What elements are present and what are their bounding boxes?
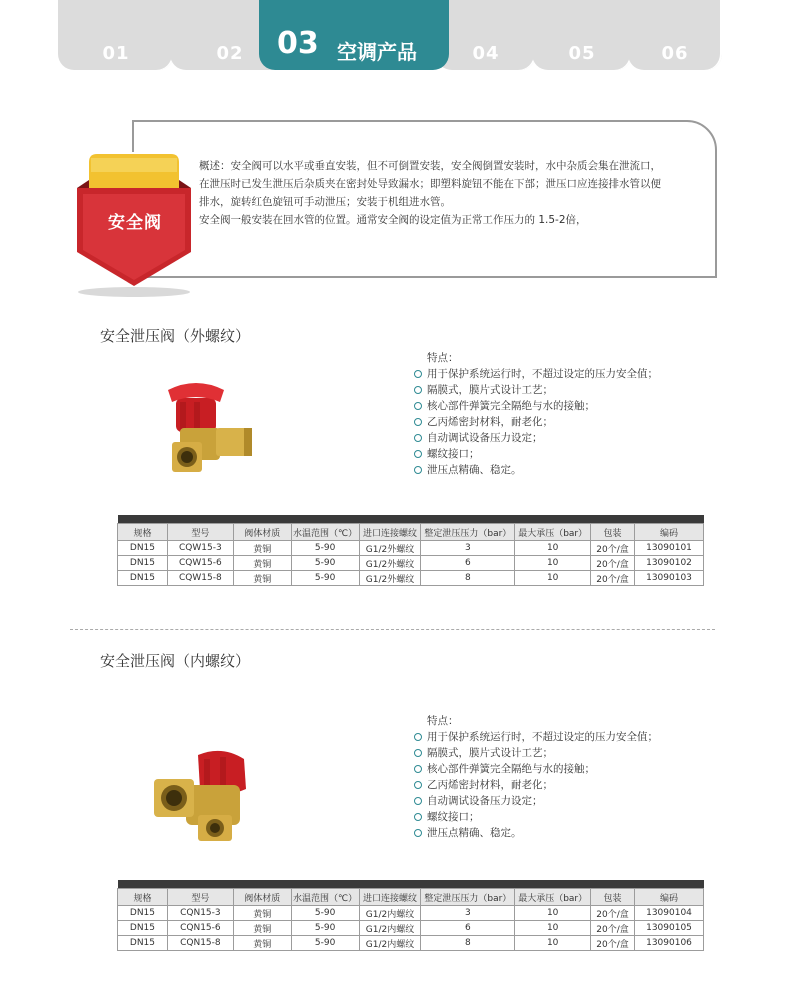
- table-cell: 13090105: [635, 921, 704, 936]
- table-header: 规格: [118, 889, 168, 906]
- tab-03-active[interactable]: [259, 0, 449, 70]
- feature-item: 自动调试设备压力设定；: [413, 793, 658, 809]
- table-cell: 5-90: [291, 921, 359, 936]
- tab-06[interactable]: [628, 0, 722, 70]
- bullet-icon: [414, 749, 422, 757]
- tab-number: 02: [216, 43, 244, 64]
- table-cell: G1/2内螺纹: [359, 906, 421, 921]
- features-heading: 特点：: [427, 352, 459, 364]
- tab-04[interactable]: [436, 0, 536, 70]
- table-cell: 黄铜: [233, 921, 291, 936]
- tab-number: 03: [277, 26, 319, 61]
- table-cell: 13090101: [635, 541, 704, 556]
- table-cell: 5-90: [291, 906, 359, 921]
- table-cell: 10: [515, 906, 591, 921]
- bullet-icon: [414, 466, 422, 474]
- table-cell: 黄铜: [233, 936, 291, 951]
- table-cell: DN15: [118, 541, 168, 556]
- table-header: 最大承压（bar）: [515, 889, 591, 906]
- bullet-icon: [414, 370, 422, 378]
- valve-external-icon: [158, 378, 268, 478]
- table-cell: 13090104: [635, 906, 704, 921]
- intro-line: 概述：安全阀可以水平或垂直安装，但不可倒置安装，安全阀倒置安装时，水中杂质会集在泄流口，: [199, 160, 661, 172]
- bullet-icon: [414, 402, 422, 410]
- bullet-icon: [414, 450, 422, 458]
- table-header: 阀体材质: [233, 524, 291, 541]
- badge-label: 安全阀: [108, 213, 162, 233]
- table-header: 整定泄压压力（bar）: [421, 524, 515, 541]
- feature-item: 螺纹接口；: [413, 446, 658, 462]
- table-cell: 6: [421, 921, 515, 936]
- table-cell: 8: [421, 571, 515, 586]
- table-cell: 13090103: [635, 571, 704, 586]
- table-cell: CQN15-6: [167, 921, 233, 936]
- table-header: 规格: [118, 524, 168, 541]
- table-header: 整定泄压压力（bar）: [421, 889, 515, 906]
- feature-item: 核心部件弹簧完全隔绝与水的接触；: [413, 398, 658, 414]
- table-cell: DN15: [118, 571, 168, 586]
- table-cell: CQW15-6: [167, 556, 233, 571]
- feature-item: 隔膜式，膜片式设计工艺；: [413, 382, 658, 398]
- feature-item: 乙丙烯密封材料，耐老化；: [413, 414, 658, 430]
- bullet-icon: [414, 733, 422, 741]
- table-header: 水温范围（℃）: [291, 524, 359, 541]
- section-divider: [70, 629, 715, 630]
- bullet-icon: [414, 829, 422, 837]
- bullet-icon: [414, 765, 422, 773]
- bullet-icon: [414, 434, 422, 442]
- table-cell: 5-90: [291, 541, 359, 556]
- table-cell: 3: [421, 906, 515, 921]
- table-row: [118, 556, 704, 571]
- table-cell: CQW15-8: [167, 571, 233, 586]
- table-header: 阀体材质: [233, 889, 291, 906]
- feature-item: 泄压点精确、稳定。: [413, 825, 658, 841]
- table-header: 进口连接螺纹: [359, 889, 421, 906]
- table-cell: 10: [515, 556, 591, 571]
- table-cell: DN15: [118, 936, 168, 951]
- feature-item: 用于保护系统运行时，不超过设定的压力安全值；: [413, 729, 658, 745]
- bullet-icon: [414, 797, 422, 805]
- table-cell: 6: [421, 556, 515, 571]
- table-cell: 5-90: [291, 571, 359, 586]
- tab-number: 04: [472, 43, 500, 64]
- table-cell: CQN15-3: [167, 906, 233, 921]
- table-cell: 20个/盒: [591, 556, 635, 571]
- table-cell: 20个/盒: [591, 906, 635, 921]
- bullet-icon: [414, 386, 422, 394]
- features-list-external: [413, 350, 658, 478]
- table-cell: G1/2内螺纹: [359, 921, 421, 936]
- table-cell: 20个/盒: [591, 921, 635, 936]
- bullet-icon: [414, 781, 422, 789]
- table-header: 进口连接螺纹: [359, 524, 421, 541]
- table-header: 型号: [167, 889, 233, 906]
- table-cell: DN15: [118, 556, 168, 571]
- table-header: 型号: [167, 524, 233, 541]
- table-cell: 黄铜: [233, 556, 291, 571]
- feature-item: 自动调试设备压力设定；: [413, 430, 658, 446]
- feature-item: 螺纹接口；: [413, 809, 658, 825]
- table-cell: 8: [421, 936, 515, 951]
- table-cell: 13090106: [635, 936, 704, 951]
- feature-item: 泄压点精确、稳定。: [413, 462, 658, 478]
- table-cell: 黄铜: [233, 571, 291, 586]
- intro-line: 在泄压时已发生泄压后杂质夹在密封处导致漏水；即塑料旋钮不能在下部；泄压口应连接排水管以便: [199, 178, 661, 190]
- safety-valve-badge: [75, 152, 193, 300]
- table-cell: 20个/盒: [591, 541, 635, 556]
- spec-table-external: [117, 515, 704, 586]
- table-cell: CQW15-3: [167, 541, 233, 556]
- table-row: [118, 936, 704, 951]
- feature-item: 隔膜式，膜片式设计工艺；: [413, 745, 658, 761]
- section-title-external-thread: 安全泄压阀（外螺纹）: [100, 327, 251, 345]
- tab-number: 06: [661, 43, 689, 64]
- feature-item: 乙丙烯密封材料，耐老化；: [413, 777, 658, 793]
- feature-item: 用于保护系统运行时，不超过设定的压力安全值；: [413, 366, 658, 382]
- table-cell: G1/2外螺纹: [359, 541, 421, 556]
- table-cell: 20个/盒: [591, 571, 635, 586]
- table-cell: G1/2内螺纹: [359, 936, 421, 951]
- table-cell: 10: [515, 541, 591, 556]
- table-cell: 10: [515, 571, 591, 586]
- table-header: 水温范围（℃）: [291, 889, 359, 906]
- table-cell: 13090102: [635, 556, 704, 571]
- spec-table-internal: [117, 880, 704, 951]
- bullet-icon: [414, 813, 422, 821]
- table-row: [118, 906, 704, 921]
- table-cell: 黄铜: [233, 541, 291, 556]
- tab-01[interactable]: [58, 0, 174, 70]
- feature-item: 核心部件弹簧完全隔绝与水的接触；: [413, 761, 658, 777]
- tab-bar: [58, 0, 722, 72]
- table-cell: DN15: [118, 921, 168, 936]
- features-list-internal: [413, 713, 658, 841]
- table-cell: CQN15-8: [167, 936, 233, 951]
- features-heading: 特点：: [427, 715, 459, 727]
- bullet-icon: [414, 418, 422, 426]
- table-cell: 10: [515, 936, 591, 951]
- tab-number: 05: [568, 43, 596, 64]
- table-cell: 5-90: [291, 556, 359, 571]
- table-cell: G1/2外螺纹: [359, 556, 421, 571]
- table-header: 包装: [591, 524, 635, 541]
- table-cell: DN15: [118, 906, 168, 921]
- table-header: 最大承压（bar）: [515, 524, 591, 541]
- intro-line: 排水，旋转红色旋钮可手动泄压；安装于机组进水管。: [199, 196, 451, 208]
- intro-line: 安全阀一般安装在回水管的位置。通常安全阀的设定值为正常工作压力的 1.5-2倍，: [199, 214, 587, 226]
- valve-internal-icon: [150, 745, 260, 845]
- table-header: 编码: [635, 524, 704, 541]
- table-header: 编码: [635, 889, 704, 906]
- table-cell: 5-90: [291, 936, 359, 951]
- table-cell: 黄铜: [233, 906, 291, 921]
- external-thread-valve-image: [158, 378, 268, 482]
- table-cell: 20个/盒: [591, 936, 635, 951]
- table-cell: G1/2外螺纹: [359, 571, 421, 586]
- intro-description: [199, 157, 699, 229]
- table-row: [118, 571, 704, 586]
- table-cell: 3: [421, 541, 515, 556]
- tab-05[interactable]: [532, 0, 632, 70]
- tab-label: 空调产品: [337, 40, 417, 64]
- internal-thread-valve-image: [150, 745, 260, 849]
- table-row: [118, 541, 704, 556]
- tab-number: 01: [102, 43, 130, 64]
- table-header: 包装: [591, 889, 635, 906]
- section-title-internal-thread: 安全泄压阀（内螺纹）: [100, 652, 251, 670]
- table-row: [118, 921, 704, 936]
- table-cell: 10: [515, 921, 591, 936]
